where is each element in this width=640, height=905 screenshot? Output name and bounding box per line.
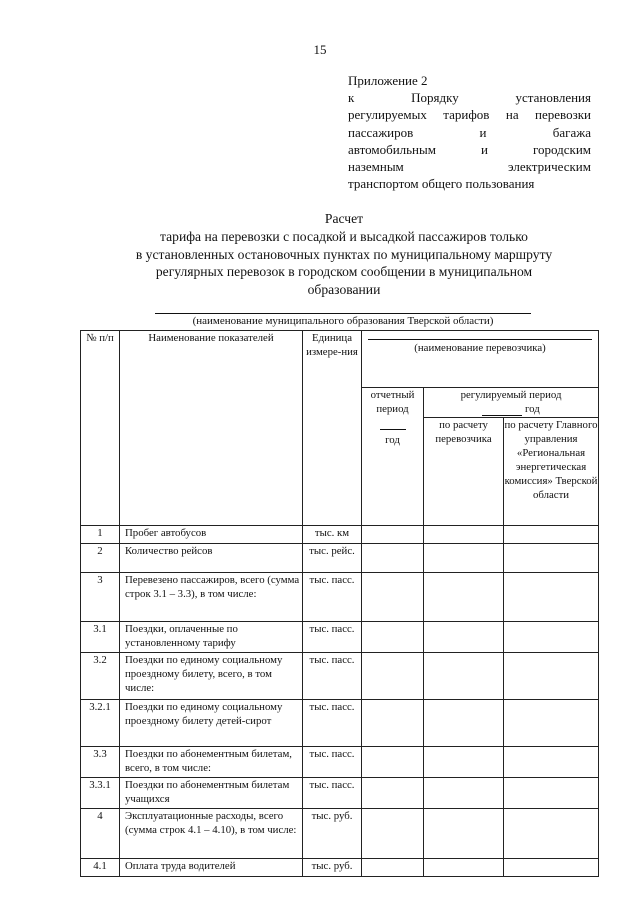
row-cell [362, 859, 424, 877]
table-row [81, 526, 599, 544]
header-carrier [362, 331, 599, 388]
row-name: Поездки по единому социальному проездному билету детей-сирот [120, 700, 303, 747]
header-name: Наименование показателей [120, 331, 303, 526]
regulated-year-fill [482, 405, 522, 416]
header-num: № п/п [81, 331, 120, 526]
title-line-5: образовании [307, 282, 381, 298]
row-cell [424, 573, 504, 622]
row-unit: тыс. пасс. [303, 778, 362, 809]
tariff-table [80, 330, 599, 877]
table-row [81, 747, 599, 778]
row-cell [504, 747, 599, 778]
header-reporting [362, 388, 424, 526]
row-num: 2 [81, 544, 120, 573]
row-name: Эксплуатационные расходы, всего (сумма строк 4.1 – 4.10), в том числе: [120, 809, 303, 859]
reporting-year-label: год [385, 434, 400, 446]
title-line-3: в установленных остановочных пунктах по муниципальному маршруту [135, 246, 553, 262]
reporting-year-fill [380, 419, 406, 430]
title-line-4: регулярных перевозок в городском сообщении в муниципальном [155, 264, 533, 280]
row-cell [424, 653, 504, 700]
row-unit: тыс. пасс. [303, 747, 362, 778]
appendix-line-4: пассажиров и багажа [348, 124, 591, 140]
appendix-block [348, 72, 591, 192]
row-cell [362, 778, 424, 809]
row-unit: тыс. пасс. [303, 700, 362, 747]
row-cell [362, 700, 424, 747]
row-cell [504, 653, 599, 700]
table-row [81, 544, 599, 573]
appendix-line-2: к Порядку установления [348, 90, 591, 106]
table-row [81, 700, 599, 747]
row-cell [362, 747, 424, 778]
municipality-fill-line [155, 313, 531, 314]
row-unit: тыс. пасс. [303, 653, 362, 700]
row-unit: тыс. км [303, 526, 362, 544]
row-cell [504, 809, 599, 859]
appendix-line-6: наземным электрическим [348, 159, 591, 175]
row-cell [504, 700, 599, 747]
document-title [80, 210, 608, 299]
row-name: Пробег автобусов [120, 526, 303, 544]
row-num: 3 [81, 573, 120, 622]
row-name: Поездки по абонементным билетам, всего, в том числе: [120, 747, 303, 778]
table-row [81, 859, 599, 877]
municipality-caption: (наименование муниципального образования Тверской области) [192, 315, 494, 327]
row-cell [424, 809, 504, 859]
row-name: Перевезено пассажиров, всего (сумма строк 3.1 – 3.3), в том числе: [120, 573, 303, 622]
row-num: 3.1 [81, 622, 120, 653]
row-cell [424, 700, 504, 747]
regulated-period-label: регулируемый период [460, 389, 562, 401]
row-unit: тыс. руб. [303, 859, 362, 877]
table-row [81, 653, 599, 700]
row-num: 3.3.1 [81, 778, 120, 809]
row-unit: тыс. руб. [303, 809, 362, 859]
row-cell [362, 653, 424, 700]
header-unit: Единица измере-ния [303, 331, 362, 526]
header-by-commission: по расчету Главного управления «Региональная энергетическая комиссия» Тверской области [504, 418, 599, 526]
appendix-line-1: Приложение 2 [348, 73, 428, 88]
row-num: 3.3 [81, 747, 120, 778]
row-cell [362, 809, 424, 859]
table-row [81, 809, 599, 859]
row-name: Поездки, оплаченные по установленному тарифу [120, 622, 303, 653]
row-num: 1 [81, 526, 120, 544]
appendix-line-5: автомобильным и городским [348, 141, 591, 157]
row-name: Оплата труда водителей [120, 859, 303, 877]
row-cell [362, 622, 424, 653]
appendix-line-3: регулируемых тарифов на перевозки [348, 107, 591, 123]
row-name: Количество рейсов [120, 544, 303, 573]
title-line-1: Расчет [324, 211, 364, 226]
row-cell [504, 622, 599, 653]
header-regulated [424, 388, 599, 418]
row-name: Поездки по единому социальному проездному билету, всего, в том числе: [120, 653, 303, 700]
reporting-period-label: отчетный период [370, 389, 415, 415]
table-row [81, 778, 599, 809]
appendix-line-7: транспортом общего пользования [348, 176, 535, 192]
table-row [81, 573, 599, 622]
row-cell [424, 544, 504, 573]
page-number: 15 [313, 42, 327, 57]
row-num: 3.2 [81, 653, 120, 700]
row-cell [504, 526, 599, 544]
row-cell [424, 747, 504, 778]
row-cell [362, 526, 424, 544]
table-row [81, 622, 599, 653]
row-cell [504, 544, 599, 573]
row-cell [424, 622, 504, 653]
row-cell [424, 859, 504, 877]
regulated-year-label: год [524, 403, 540, 415]
row-unit: тыс. рейс. [303, 544, 362, 573]
row-cell [504, 859, 599, 877]
header-by-carrier: по расчету перевозчика [424, 418, 504, 526]
carrier-caption: (наименование перевозчика) [414, 342, 546, 354]
row-cell [504, 778, 599, 809]
carrier-fill-line [368, 339, 592, 340]
row-cell [362, 573, 424, 622]
row-num: 3.2.1 [81, 700, 120, 747]
row-unit: тыс. пасс. [303, 622, 362, 653]
row-name: Поездки по абонементным билетам учащихся [120, 778, 303, 809]
row-cell [424, 526, 504, 544]
row-cell [424, 778, 504, 809]
row-cell [362, 544, 424, 573]
title-line-2: тарифа на перевозки с посадкой и высадкой пассажиров только [160, 228, 528, 244]
row-num: 4.1 [81, 859, 120, 877]
row-num: 4 [81, 809, 120, 859]
row-unit: тыс. пасс. [303, 573, 362, 622]
row-cell [504, 573, 599, 622]
